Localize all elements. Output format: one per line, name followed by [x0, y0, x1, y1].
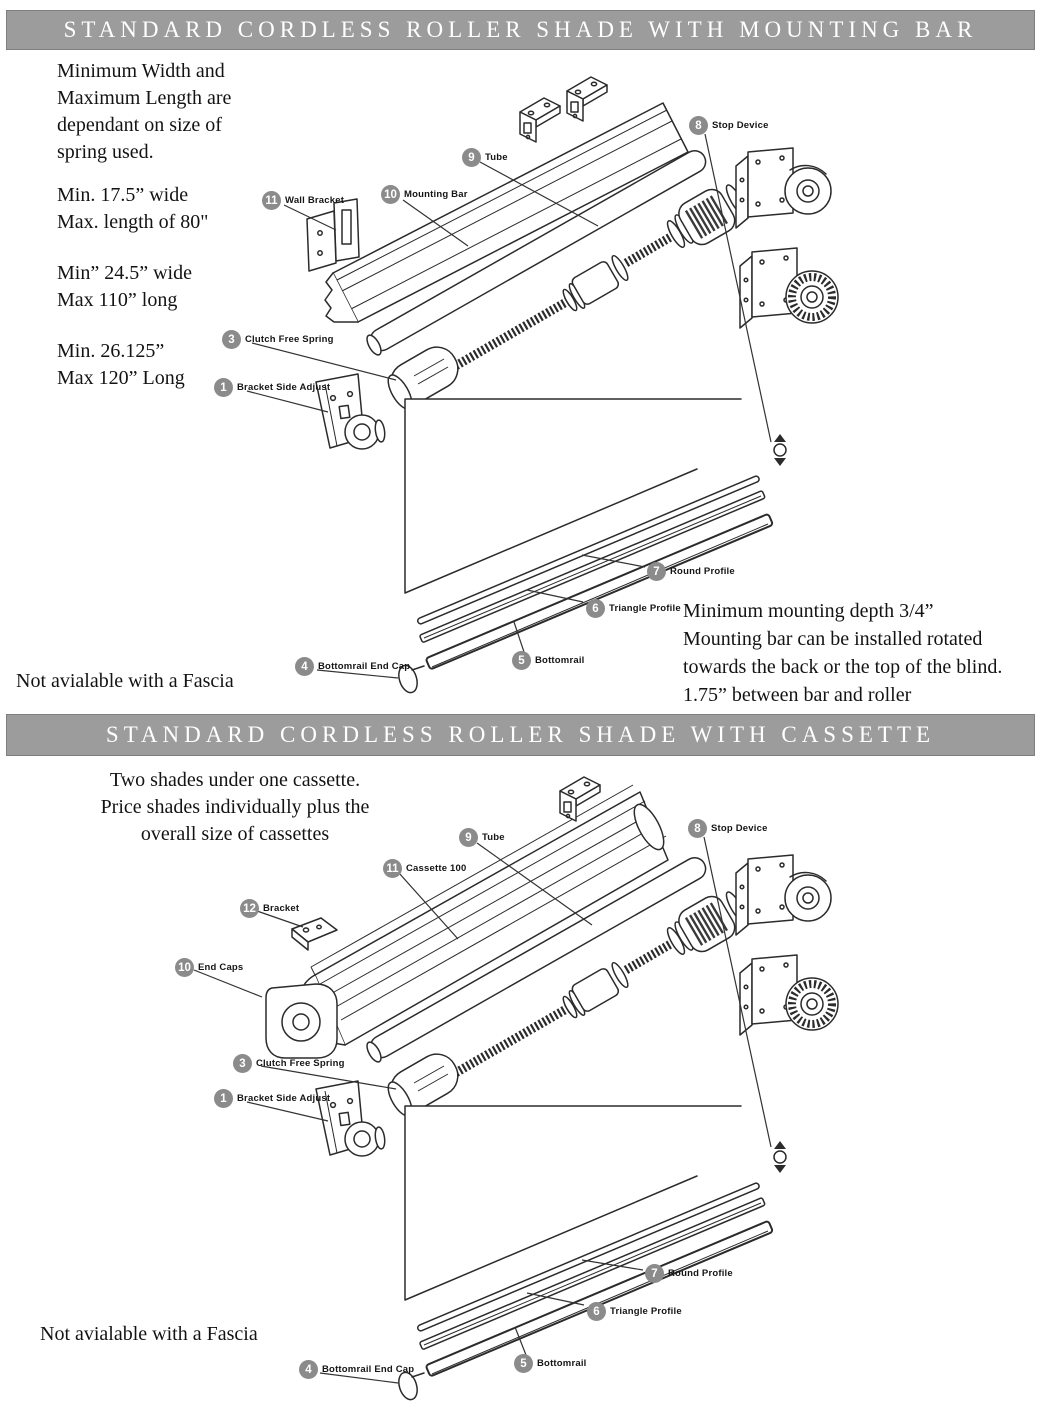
callout-label: Bottomrail End Cap	[322, 1364, 415, 1375]
callout-number: 3	[222, 330, 241, 349]
callout-number: 11	[262, 191, 281, 210]
callout-stop-device	[688, 819, 768, 838]
callout-number: 6	[586, 599, 605, 618]
mount-brackets-with-wheels	[736, 148, 838, 328]
callout-number: 1	[214, 378, 233, 397]
callout-triangle-profile	[586, 599, 681, 618]
callout-label: End Caps	[198, 962, 244, 973]
callout-number: 8	[688, 819, 707, 838]
bracket-part	[292, 918, 337, 950]
callout-bottomrail-end-cap	[299, 1360, 414, 1379]
callout-clutch-free-spring	[222, 330, 334, 349]
callout-label: Tube	[485, 152, 508, 163]
text-line: Max. length of 80"	[57, 211, 209, 233]
callout-number: 7	[645, 1264, 664, 1283]
callout-bottomrail-end-cap	[295, 657, 410, 676]
text-line: Minimum mounting depth 3/4”	[683, 600, 934, 622]
text-line: Min” 24.5” wide	[57, 262, 192, 284]
callout-round-profile	[645, 1264, 733, 1283]
callout-number: 10	[381, 185, 400, 204]
callout-label: Bottomrail	[535, 655, 585, 666]
callout-number: 10	[175, 958, 194, 977]
cassette-end-cap-part	[266, 984, 337, 1058]
section2-header-band	[6, 714, 1035, 756]
callout-mounting-bar	[381, 185, 468, 204]
text-line: towards the back or the top of the blind.	[683, 656, 1003, 678]
text-line: Two shades under one cassette.	[109, 769, 361, 791]
callout-label: Tube	[482, 832, 505, 843]
text-line: Minimum Width and	[57, 60, 225, 82]
text-line: 1.75” between bar and roller	[683, 684, 912, 706]
text-line: Maximum Length are	[57, 87, 232, 109]
callout-triangle-profile	[587, 1302, 682, 1321]
text-line: Not avialable with a Fascia	[16, 670, 234, 692]
callout-number: 9	[462, 148, 481, 167]
callout-number: 9	[459, 828, 478, 847]
callout-label: Stop Device	[711, 823, 768, 834]
text-line: spring used.	[57, 141, 154, 163]
callout-label: Mounting Bar	[404, 189, 468, 200]
callout-label: Clutch Free Spring	[245, 334, 334, 345]
text-line: Min. 17.5” wide	[57, 184, 189, 206]
text-line: Price shades individually plus the	[100, 796, 370, 818]
callout-round-profile	[647, 562, 735, 581]
callout-cassette	[383, 859, 467, 878]
callout-tube	[459, 828, 505, 847]
text-line: Mounting bar can be installed rotated	[683, 628, 983, 650]
callout-number: 3	[233, 1054, 252, 1073]
callout-tube	[462, 148, 508, 167]
callout-bracket-side-adjust	[214, 378, 330, 397]
mounting-bar-part	[325, 103, 688, 322]
callout-number: 8	[689, 116, 708, 135]
text-line: Max 120” Long	[57, 367, 185, 389]
callout-label: Stop Device	[712, 120, 769, 131]
callout-label: Wall Bracket	[285, 195, 345, 206]
callout-number: 4	[295, 657, 314, 676]
callout-clutch-free-spring	[233, 1054, 345, 1073]
callout-label: Bracket	[263, 903, 300, 914]
wall-bracket-icon	[520, 98, 560, 142]
callout-label: Bottomrail	[537, 1358, 587, 1369]
callout-wall-bracket	[262, 191, 344, 210]
callout-number: 4	[299, 1360, 318, 1379]
section1-header-band	[6, 10, 1035, 50]
callout-label: Cassette 100	[406, 863, 467, 874]
callout-bottomrail	[514, 1354, 587, 1373]
callout-bracket	[240, 899, 299, 918]
callout-number: 12	[240, 899, 259, 918]
callout-label: Triangle Profile	[609, 603, 681, 614]
callout-bracket-side-adjust	[214, 1089, 330, 1108]
callout-end-caps	[175, 958, 243, 977]
callout-number: 11	[383, 859, 402, 878]
callout-number: 1	[214, 1089, 233, 1108]
callout-bottomrail	[512, 651, 585, 670]
text-line: Not avialable with a Fascia	[40, 1323, 258, 1345]
callout-label: Clutch Free Spring	[256, 1058, 345, 1069]
text-line: Max 110” long	[57, 289, 178, 311]
text-line: Min. 26.125”	[57, 340, 165, 362]
callout-number: 5	[514, 1354, 533, 1373]
section1-title: STANDARD CORDLESS ROLLER SHADE WITH MOUNTING BAR	[63, 17, 978, 42]
stop-device-part	[774, 434, 786, 466]
callout-label: Bottomrail End Cap	[318, 661, 411, 672]
callout-label: Bracket Side Adjust	[237, 1093, 331, 1104]
text-line: overall size of cassettes	[140, 823, 330, 845]
stop-device-part	[774, 1141, 786, 1173]
callout-number: 5	[512, 651, 531, 670]
mount-brackets-with-wheels	[736, 855, 838, 1035]
callout-number: 7	[647, 562, 666, 581]
section2-title: STANDARD CORDLESS ROLLER SHADE WITH CASSETTE	[105, 722, 936, 747]
callout-number: 6	[587, 1302, 606, 1321]
callout-label: Bracket Side Adjust	[237, 382, 331, 393]
diagram-cassette	[0, 757, 1040, 1409]
wall-bracket-icon	[567, 77, 607, 121]
callout-label: Triangle Profile	[610, 1306, 682, 1317]
callout-stop-device	[689, 116, 769, 135]
callout-label: Round Profile	[668, 1268, 733, 1279]
callout-label: Round Profile	[670, 566, 735, 577]
diagram-mounting-bar	[0, 50, 1040, 715]
text-line: dependant on size of	[57, 114, 222, 136]
